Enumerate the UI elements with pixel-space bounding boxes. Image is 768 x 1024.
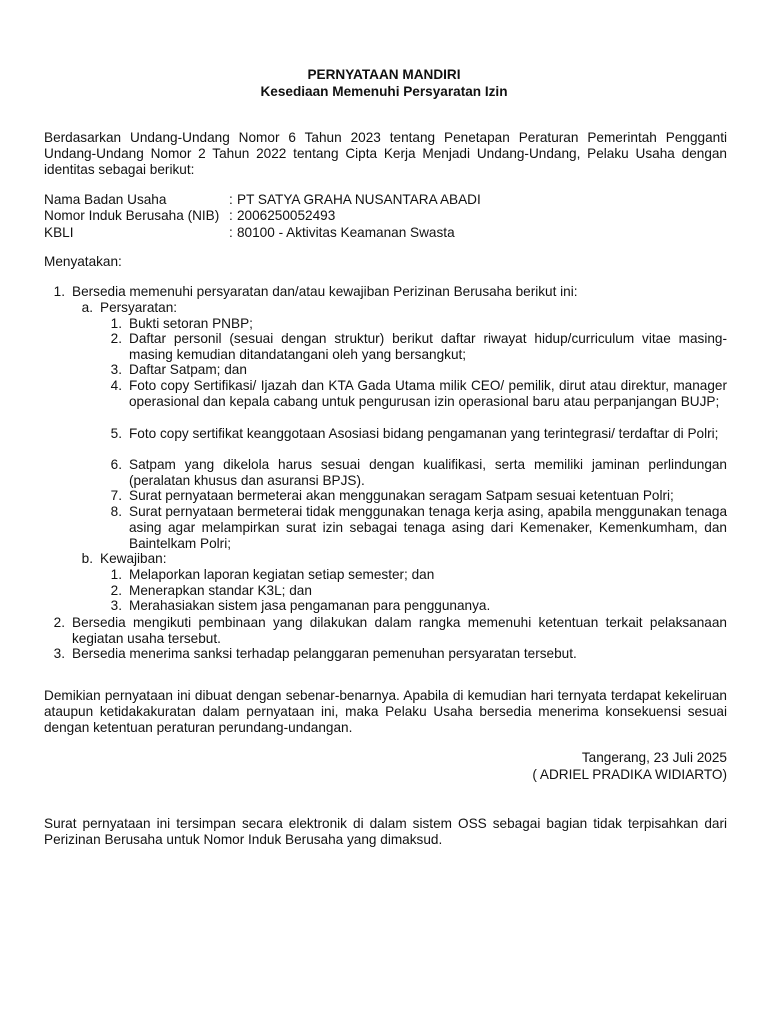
requirement-text: Daftar Satpam; dan	[129, 362, 247, 377]
point-number: 1.	[53, 284, 65, 299]
point-text: Bersedia memenuhi persyaratan dan/atau kewajiban Perizinan Berusaha berikut ini:	[72, 284, 578, 299]
identity-colon: :	[229, 225, 233, 240]
requirement-number: 8.	[110, 504, 122, 519]
document-subtitle: Kesediaan Memenuhi Persyaratan Izin	[260, 84, 508, 99]
identity-label: Nomor Induk Berusaha (NIB)	[44, 208, 220, 223]
closing-paragraph: Demikian pernyataan ini dibuat dengan sebenar-benarnya. Apabila di kemudian hari ternyata terdapat kekeliruan ataupun ketidakakuratan dalam pernyataan ini, maka Pelaku Usaha bersedia menerima konsekuensi sesuai dengan ketentuan peraturan perundang-undangan.	[44, 688, 727, 736]
identity-label: KBLI	[44, 225, 74, 240]
signature-name: ( ADRIEL PRADIKA WIDIARTO)	[532, 767, 727, 782]
identity-value: PT SATYA GRAHA NUSANTARA ABADI	[237, 192, 481, 207]
signature-place-date: Tangerang, 23 Juli 2025	[581, 750, 727, 765]
requirement-text: Surat pernyataan bermeterai akan menggunakan seragam Satpam sesuai ketentuan Polri;	[129, 488, 674, 503]
footer-note: Surat pernyataan ini tersimpan secara elektronik di dalam sistem OSS sebagai bagian tidak terpisahkan dari Perizinan Berusaha untuk Nomor Induk Berusaha yang dimaksud.	[44, 816, 727, 848]
obligation-number: 3.	[110, 598, 122, 613]
identity-value: 2006250052493	[237, 208, 336, 223]
section-label: Kewajiban:	[100, 551, 167, 566]
requirement-number: 6.	[110, 457, 122, 472]
requirement-text: Daftar personil (sesuai dengan struktur) berikut daftar riwayat hidup/curriculum vitae masing-masing kemudian ditandatangani oleh yang bersangkut;	[129, 331, 727, 363]
section-letter: a.	[81, 300, 93, 315]
identity-label: Nama Badan Usaha	[44, 192, 167, 207]
obligation-number: 2.	[110, 583, 122, 598]
requirement-text: Satpam yang dikelola harus sesuai dengan kualifikasi, serta memiliki jaminan perlindungan (peralatan khusus dan asuransi BPJS).	[129, 457, 727, 489]
requirement-number: 2.	[110, 331, 122, 346]
identity-colon: :	[229, 208, 233, 223]
point-text: Bersedia mengikuti pembinaan yang dilakukan dalam rangka memenuhi ketentuan terkait pelaksanaan kegiatan usaha tersebut.	[72, 615, 727, 647]
requirement-number: 4.	[110, 378, 122, 393]
requirement-number: 3.	[110, 362, 122, 377]
intro-paragraph: Berdasarkan Undang-Undang Nomor 6 Tahun 2023 tentang Penetapan Peraturan Pemerintah Pengganti Undang-Undang Nomor 2 Tahun 2022 tentang Cipta Kerja Menjadi Undang-Undang, Pelaku Usaha dengan identitas sebagai berikut:	[44, 130, 727, 178]
requirement-number: 7.	[110, 488, 122, 503]
requirement-number: 1.	[110, 316, 122, 331]
point-number: 2.	[53, 615, 65, 630]
obligation-text: Melaporkan laporan kegiatan setiap semester; dan	[129, 567, 435, 582]
requirement-text: Foto copy sertifikat keanggotaan Asosiasi bidang pengamanan yang terintegrasi/ terdaftar di Polri;	[129, 426, 719, 441]
requirement-number: 5.	[110, 426, 122, 441]
declaration-label: Menyatakan:	[44, 254, 122, 269]
identity-value: 80100 - Aktivitas Keamanan Swasta	[237, 225, 455, 240]
obligation-number: 1.	[110, 567, 122, 582]
section-letter: b.	[81, 551, 93, 566]
identity-colon: :	[229, 192, 233, 207]
section-label: Persyaratan:	[100, 300, 178, 315]
obligation-text: Merahasiakan sistem jasa pengamanan para penggunanya.	[129, 598, 491, 613]
document-title: PERNYATAAN MANDIRI	[307, 67, 461, 82]
requirement-text: Foto copy Sertifikasi/ Ijazah dan KTA Gada Utama milik CEO/ pemilik, dirut atau direktur, manager operasional dan kepala cabang untuk pengurusan izin operasional baru atau perpanjangan BUJP;	[129, 378, 727, 410]
requirement-text: Bukti setoran PNBP;	[129, 316, 253, 331]
obligation-text: Menerapkan standar K3L; dan	[129, 583, 312, 598]
requirement-text: Surat pernyataan bermeterai tidak menggunakan tenaga kerja asing, apabila menggunakan tenaga asing agar melampirkan surat izin sebagai tenaga asing dari Kemenaker, Kemenkumham, dan Baintelkam Polri;	[129, 504, 727, 552]
point-number: 3.	[53, 646, 65, 661]
point-text: Bersedia menerima sanksi terhadap pelanggaran pemenuhan persyaratan tersebut.	[72, 646, 577, 661]
